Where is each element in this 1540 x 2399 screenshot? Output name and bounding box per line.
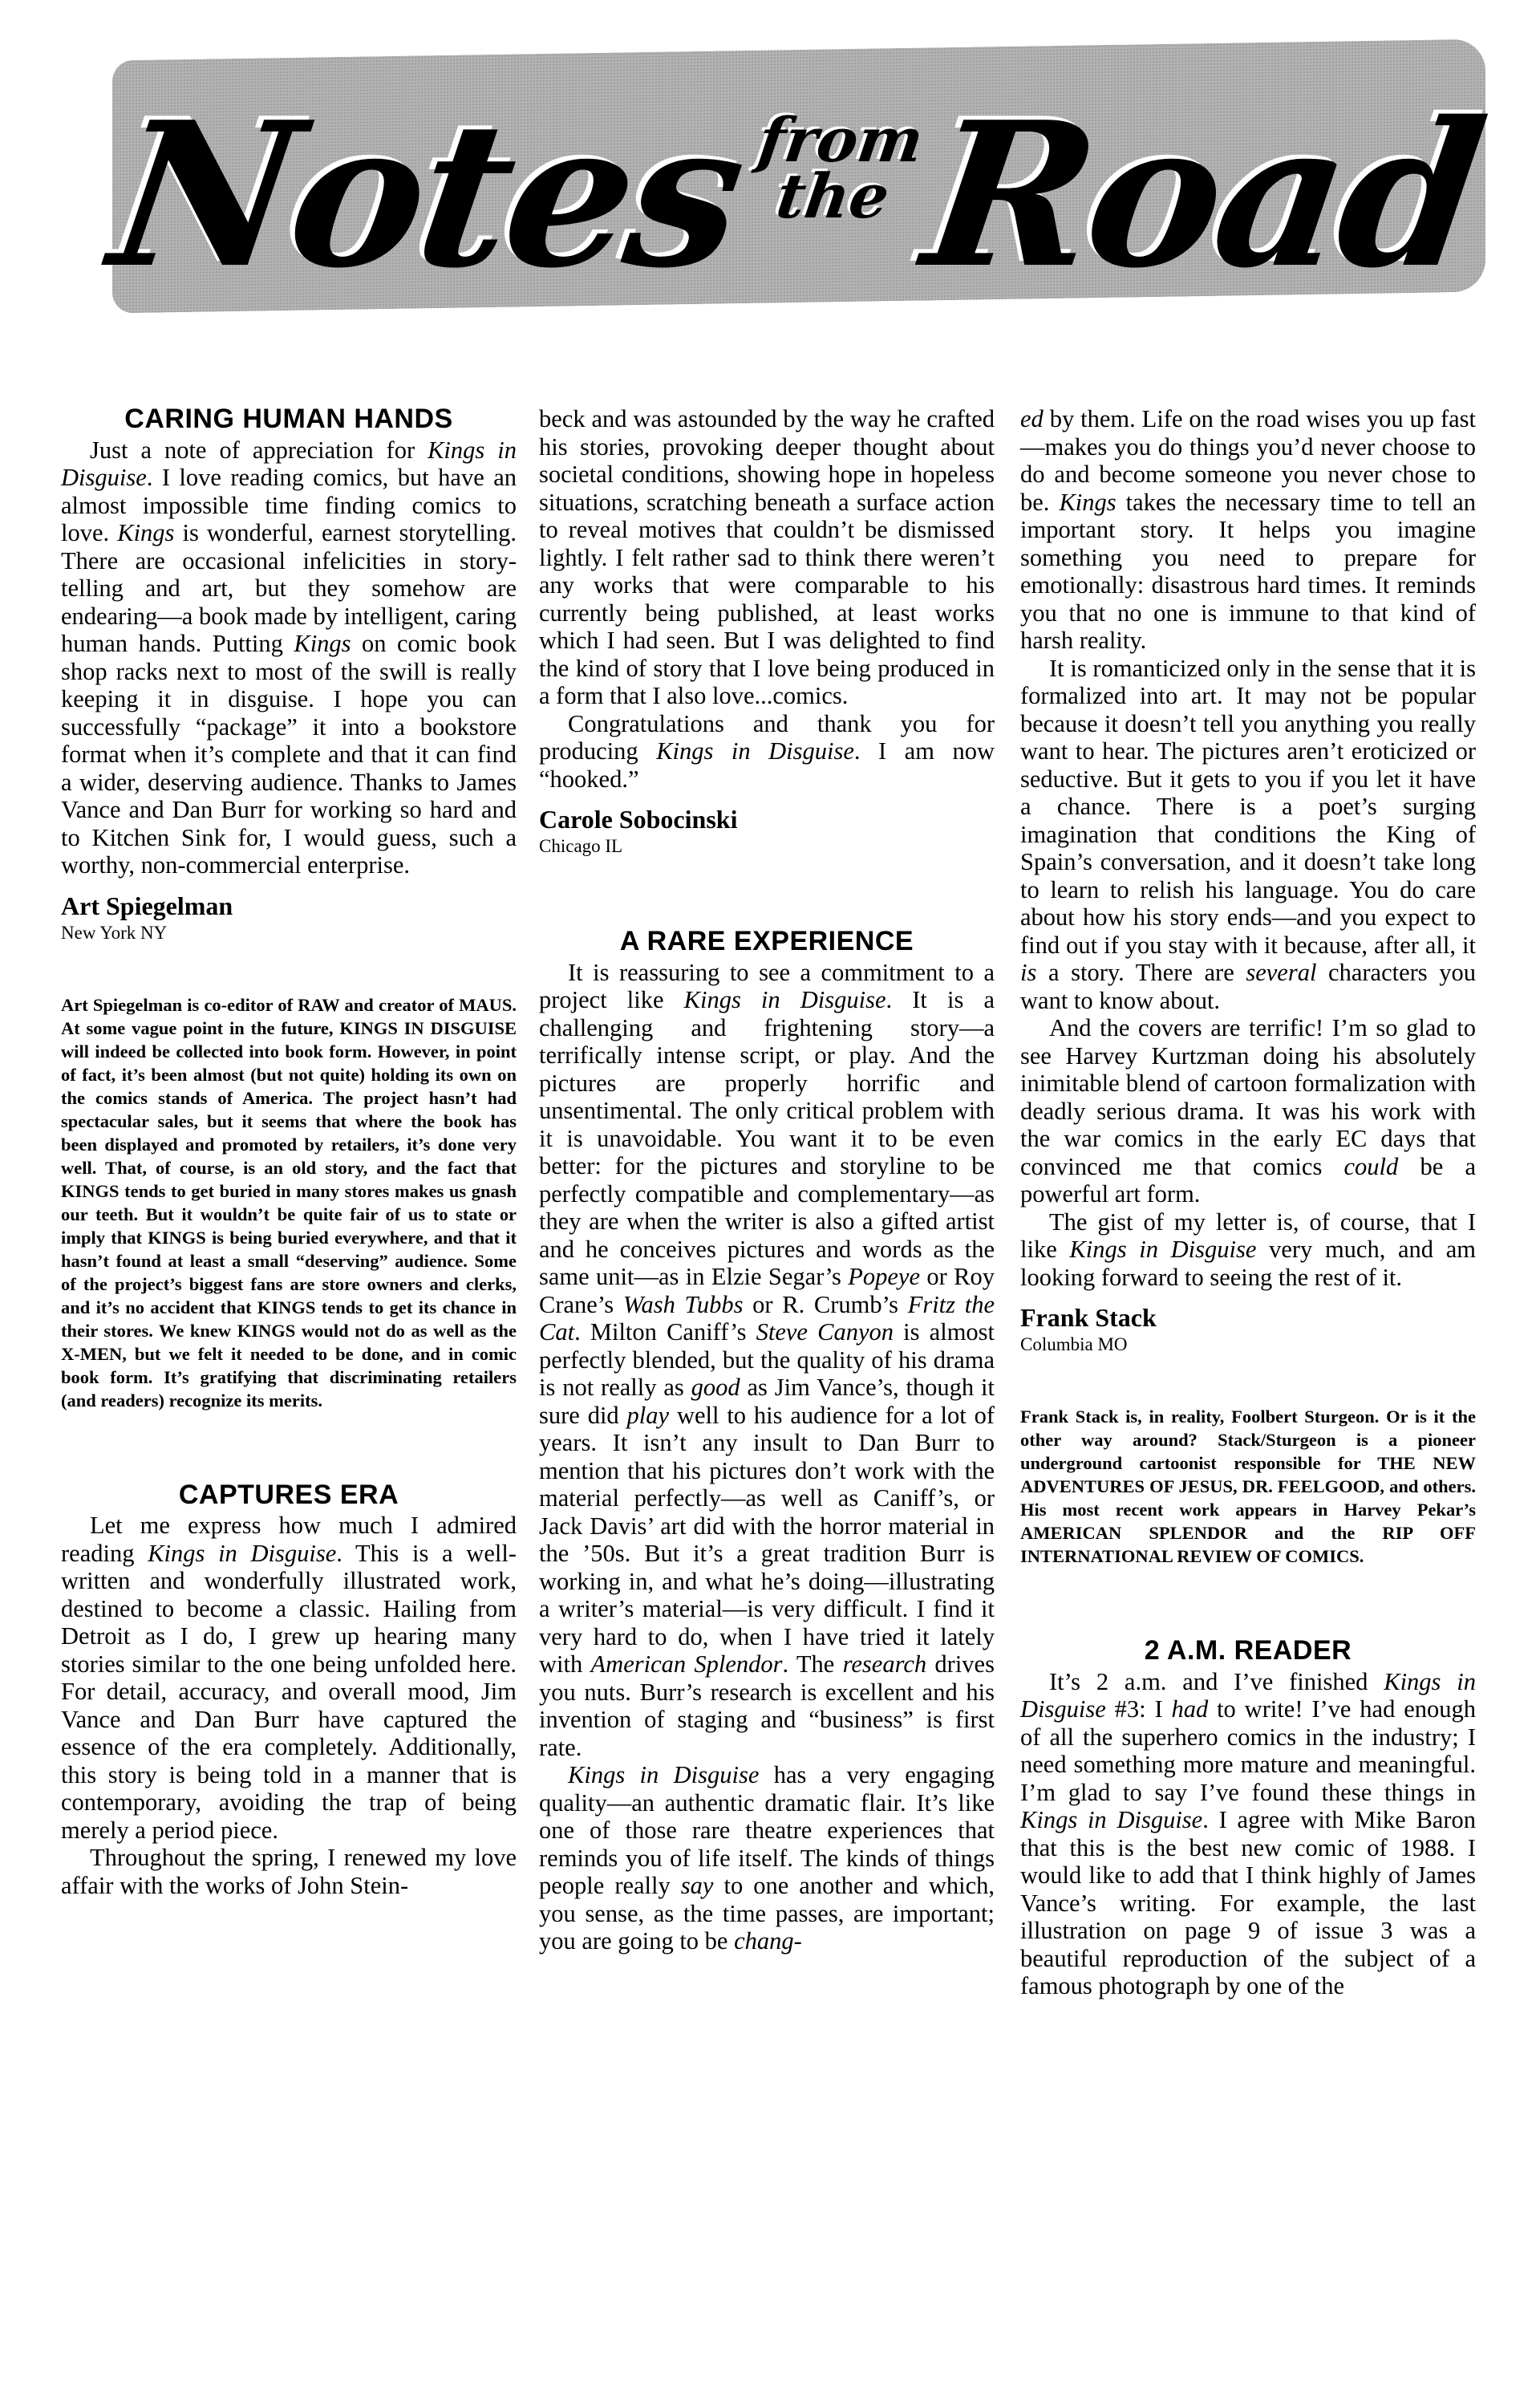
paragraph xyxy=(539,710,995,794)
title-small-words xyxy=(748,104,928,232)
paragraph xyxy=(61,436,517,879)
title-word-from: from xyxy=(754,104,928,176)
paragraph xyxy=(1020,655,1476,1015)
letter-body-continued xyxy=(539,405,995,793)
text-run: drives you nuts. Burr’s research is excellent and his invention of staging and “business” is first rate. xyxy=(539,1650,995,1761)
text-run: to one another and which, you sense, as the time passes, are important; you are going to be xyxy=(539,1872,995,1955)
paragraph xyxy=(1020,1668,1476,2000)
italic-title: Kings in Disguise xyxy=(683,986,886,1013)
text-run: And the covers are terrific! I’m so glad to see Harvey Kurtzman doing his absolutely inimitable blend of cartoon formalization with deadly serious drama. It was his work with the war comics in the early EC days that convinced me that comics xyxy=(1020,1014,1476,1180)
text-run: . I love reading comics, but have an almost impossible time finding comics to love. xyxy=(61,464,517,546)
italic-title: Kings in Disguise xyxy=(568,1761,760,1788)
italic-title: Kings in Disguise xyxy=(1069,1236,1257,1263)
column-1 xyxy=(61,405,517,1899)
italic-title: Wash Tubbs xyxy=(622,1290,744,1318)
text-run: characters you want to know about. xyxy=(1020,959,1476,1014)
italic-title: Kings in Disguise xyxy=(1020,1806,1203,1833)
paragraph xyxy=(1020,1014,1476,1208)
italic-title: several xyxy=(1246,959,1317,986)
text-run: to write! I’ve had enough of all the superhero comics in the industry; I need something more mature and meaningful. I’m glad to say I’ve found these things in xyxy=(1020,1695,1476,1806)
italic-title: chang- xyxy=(734,1927,802,1955)
text-run: . It is a challenging and frightening story—a terrifically intense script, or play. And the pictures are properly horrific and unsentimental. The only critical problem with it is unavoidable. You want it to be even better: for the pictures and storyline to be perfectly compatible and complementary—as they are when the writer is also a gifted artist and he conceives pictures and words as the same unit—as in Elzie Segar’s xyxy=(539,986,995,1290)
text-run: It is romanticized only in the sense that it is formalized into art. It may not be popular because it doesn’t tell you anything you really want to hear. The pictures aren’t eroticized or seductive. But it gets to you if you let it have a chance. There is a poet’s surging imagination that conditions the King of Spain’s conversation, and it doesn’t take long to learn to relish his language. You do care about how his story ends—and you expect to find out if you stay with it because, after all, it xyxy=(1020,654,1476,959)
letter-heading: 2 A.M. READER xyxy=(1144,1635,1352,1666)
text-run: on comic book shop racks next to most of the swill is really keeping it in disguise. I hope you can successfully “package” it into a bookstore format when it’s complete and that it can find a wider, deserving audience. Thanks to James Vance and Dan Burr for working so hard and to Kitchen Sink for, I would guess, such a worthy, non-commercial enterprise. xyxy=(61,630,517,879)
text-run: The gist of my letter is, of course, that I like xyxy=(1020,1208,1476,1263)
text-run: Just a note of appreciation for xyxy=(90,436,428,464)
italic-title: Kings in Disguise xyxy=(1020,1667,1476,1723)
italic-title: had xyxy=(1171,1695,1209,1723)
text-run: well to his audience for a lot of years. It isn’t any insult to Dan Burr to mention that his pictures don’t work with the material perfectly—as well as Caniff’s, or Jack Davis’ art did with the horror material in the ’50s. But it’s a great tradition Burr is working in, and what he’s doing—illustrating a writer’s material—is very difficult. I find it very hard to do, when I have tried it lately with xyxy=(539,1401,995,1678)
text-run: . The xyxy=(782,1650,843,1678)
italic-title: play xyxy=(626,1401,670,1429)
italic-title: research xyxy=(842,1650,927,1678)
letter-body xyxy=(61,1512,517,1899)
paragraph xyxy=(1020,405,1476,655)
letter-author: Art Spiegelman xyxy=(61,891,233,920)
text-run: a story. There are xyxy=(1036,959,1246,986)
letter-body xyxy=(1020,1668,1476,2000)
italic-title: Kings xyxy=(1059,488,1116,516)
letter-body xyxy=(61,436,517,879)
letter-heading: CAPTURES ERA xyxy=(178,1479,399,1510)
text-run: as Jim Vance’s, though it sure did xyxy=(539,1374,995,1429)
text-run: beck and was astounded by the way he crafted his stories, provoking deeper thought about societal conditions, showing hope in hopeless situations, scratching beneath a surface action to reveal motives that couldn’t be dismissed lightly. I felt rather sad to think there weren’t any works that were comparable to his currently being published, at least works which I had seen. But I was delighted to find the kind of story that I love being produced in a form that I also love...comics. xyxy=(539,405,995,709)
italic-title: Kings in Disguise xyxy=(656,737,854,765)
italic-title: Kings xyxy=(117,519,175,546)
letter-body xyxy=(539,959,995,1955)
text-run: . This is a well-written and wonderfully illustrated work, destined to become a classic. Hailing from Detroit as I do, I grew up hearing many stories similar to the one being unfolded here. For detail, accuracy, and overall mood, Jim Vance and Dan Burr have captured the essence of the era completely. Additionally, this story is being told in a manner that is contemporary, avoiding the trap of being merely a period piece. xyxy=(61,1539,517,1844)
letter-author: Frank Stack xyxy=(1020,1303,1157,1332)
text-run: is almost perfectly blended, but the quality of his drama is not really as xyxy=(539,1318,995,1401)
text-run: by them. Life on the road wises you up fast—makes you do things you’d never choose to do and become someone you never chose to be. xyxy=(1020,405,1476,516)
paragraph xyxy=(539,1761,995,1955)
editor-note: Frank Stack is, in reality, Foolbert Sturgeon. Or is it the other way around? Stack/Sturgeon is a pioneer underground cartoonist responsible for THE NEW ADVENTURES OF JESUS, DR. FEELGOOD, and others. His most recent work appears in Harvey Pekar’s AMERICAN SPLENDOR and the RIP OFF INTERNATIONAL REVIEW OF COMICS. xyxy=(1020,1407,1476,1566)
text-run: or Roy Crane’s xyxy=(539,1263,995,1318)
text-run: Throughout the spring, I renewed my love affair with the works of John Stein- xyxy=(61,1844,517,1899)
letter-body-continued xyxy=(1020,405,1476,1291)
paragraph xyxy=(61,1844,517,1899)
paragraph xyxy=(539,405,995,710)
letter-author: Carole Sobocinski xyxy=(539,805,738,834)
text-run: is wonderful, earnest storytelling. There are occasional infelicities in story-telling and art, but they somehow are endearing—a book made by intelligent, caring human hands. Putting xyxy=(61,519,517,657)
italic-title: could xyxy=(1343,1152,1399,1180)
page-title xyxy=(99,50,1493,312)
italic-title: Steve Canyon xyxy=(756,1318,894,1346)
italic-title: American Splendor xyxy=(590,1650,783,1678)
editor-note: Art Spiegelman is co-editor of RAW and creator of MAUS. At some vague point in the future, KINGS IN DISGUISE will indeed be collected into book form. However, in point of fact, it’s been almost (but not quite) holding its own on the comics stands of America. The project hasn’t had spectacular sales, but it seems that where the book has been displayed and promoted by retailers, it’s done very well. That, of course, is an old story, and the fact that KINGS tends to get buried in many stores makes us gnash our teeth. But it wouldn’t be quite fair of us to state or imply that KINGS is being buried everywhere, and that it hasn’t found at least a small “deserving” audience. Some of the project’s biggest fans are store owners and clerks, and it’s no accident that KINGS tends to get its chance in their stores. We knew KINGS would not do as well as the X-MEN, but we felt it needed to be done, and in comic book form. It’s gratifying that discriminating retailers (and readers) recognize its merits. xyxy=(61,994,517,1411)
paragraph xyxy=(61,1512,517,1844)
letter-location: Columbia MO xyxy=(1020,1334,1128,1354)
italic-title: Popeye xyxy=(848,1263,920,1290)
column-2 xyxy=(539,405,995,1955)
italic-title: Kings in Disguise xyxy=(61,436,517,491)
paragraph xyxy=(539,959,995,1762)
text-run: has a very engaging quality—an authentic dramatic flair. It’s like one of those rare theatre experiences that reminds you of life itself. The kinds of things people really xyxy=(539,1761,995,1899)
title-word-the: the xyxy=(772,160,894,232)
italic-title: is xyxy=(1020,959,1037,986)
letter-heading: CARING HUMAN HANDS xyxy=(124,404,453,434)
text-run: . Milton Caniff’s xyxy=(574,1318,756,1346)
letter-heading: A RARE EXPERIENCE xyxy=(619,926,914,956)
letter-location: Chicago IL xyxy=(539,836,623,856)
text-run: very much, and am looking forward to seeing the rest of it. xyxy=(1020,1236,1476,1291)
text-run: or R. Crumb’s xyxy=(743,1290,908,1318)
text-run: takes the necessary time to tell an important story. It helps you imagine something you need to prepare for emotionally: disastrous hard times. It reminds you that no one is immune to that kind of harsh reality. xyxy=(1020,488,1476,654)
text-run: Congratulations and thank you for producing xyxy=(539,709,995,765)
italic-title: Kings xyxy=(294,630,351,657)
title-word-notes: Notes xyxy=(99,78,754,312)
italic-title: ed xyxy=(1020,405,1044,432)
title-word-road: Road xyxy=(913,78,1493,312)
italic-title: Fritz the Cat xyxy=(539,1290,995,1346)
text-run: Let me express how much I admired reading xyxy=(61,1512,517,1567)
text-run: It is reassuring to see a commitment to a project like xyxy=(539,958,995,1013)
letter-location: New York NY xyxy=(61,922,168,943)
column-3 xyxy=(1020,405,1476,2000)
paragraph xyxy=(1020,1208,1476,1292)
text-run: be a powerful art form. xyxy=(1020,1152,1476,1208)
text-run: It’s 2 a.m. and I’ve finished xyxy=(1049,1667,1384,1695)
text-run: #3: I xyxy=(1105,1695,1172,1723)
italic-title: say xyxy=(680,1872,714,1899)
text-run: . I am now “hooked.” xyxy=(539,737,995,793)
italic-title: good xyxy=(691,1374,740,1401)
italic-title: Kings in Disguise xyxy=(148,1539,337,1567)
text-run: . I agree with Mike Baron that this is the best new comic of 1988. I would like to add that I think highly of James Vance’s writing. For example, the last illustration on page 9 of issue 3 was a beautiful reproduction of the subject of a famous photograph by one of the xyxy=(1020,1806,1476,1999)
